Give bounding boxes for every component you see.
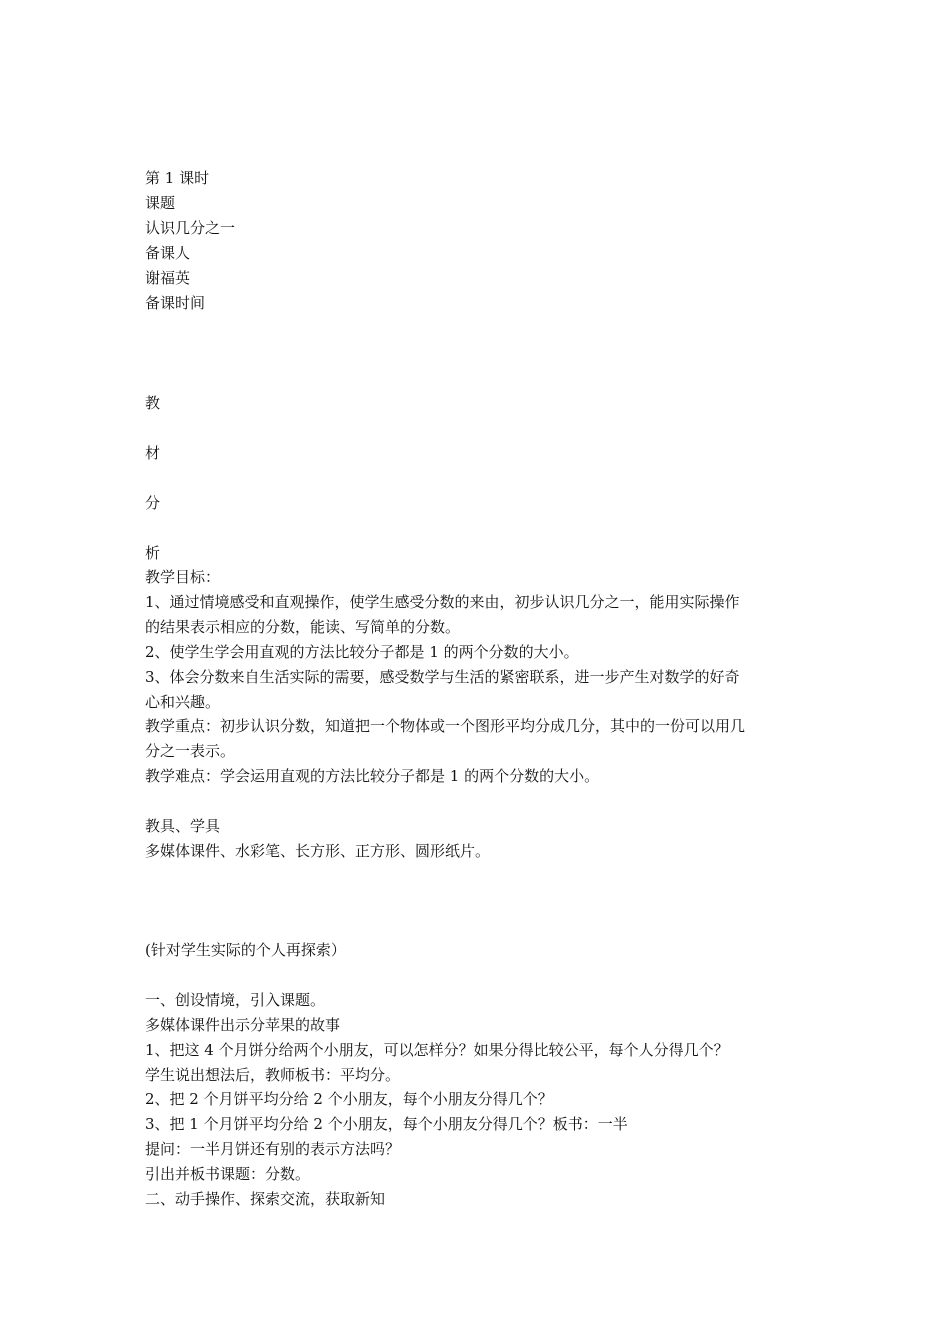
process-line: 二、动手操作、探索交流，获取新知: [145, 1190, 386, 1208]
analysis-char: 材: [145, 444, 161, 462]
process-line: 1、把这 4 个月饼分给两个小朋友，可以怎样分？如果分得比较公平，每个人分得几个？: [145, 1041, 729, 1059]
analysis-char: 教: [145, 394, 161, 412]
explore-note: (针对学生实际的个人再探索）: [145, 941, 346, 959]
analysis-char: 分: [145, 494, 161, 512]
goal-line: 2、使学生学会用直观的方法比较分子都是 1 的两个分数的大小。: [145, 643, 579, 661]
process-line: 多媒体课件出示分苹果的故事: [145, 1016, 341, 1034]
process-line: 3、把 1 个月饼平均分给 2 个小朋友，每个小朋友分得几个？板书：一半: [145, 1115, 628, 1133]
tools-items: 多媒体课件、水彩笔、长方形、正方形、圆形纸片。: [145, 842, 491, 860]
preparer-label: 备课人: [145, 244, 191, 262]
topic-label: 课题: [145, 194, 176, 212]
process-line: 提问：一半月饼还有别的表示方法吗？: [145, 1140, 401, 1158]
goal-line: 的结果表示相应的分数，能读、写简单的分数。: [145, 618, 461, 636]
topic-value: 认识几分之一: [145, 219, 236, 237]
process-line: 2、把 2 个月饼平均分给 2 个小朋友，每个小朋友分得几个？: [145, 1090, 553, 1108]
goals-heading: 教学目标：: [145, 568, 221, 586]
goal-line: 心和兴趣。: [145, 693, 221, 711]
preparer-value: 谢福英: [145, 269, 191, 287]
lesson-number: 第 1 课时: [145, 169, 210, 187]
process-line: 学生说出想法后，教师板书：平均分。: [145, 1066, 401, 1084]
process-line: 一、创设情境，引入课题。: [145, 991, 326, 1009]
tools-heading: 教具、学具: [145, 817, 221, 835]
key-point-line: 教学重点：初步认识分数，知道把一个物体或一个图形平均分成几分，其中的一份可以用几: [145, 717, 746, 735]
prep-time-label: 备课时间: [145, 294, 206, 312]
key-point-line: 分之一表示。: [145, 742, 236, 760]
difficulty-line: 教学难点：学会运用直观的方法比较分子都是 1 的两个分数的大小。: [145, 767, 600, 785]
process-line: 引出并板书课题：分数。: [145, 1165, 311, 1183]
analysis-char: 析: [145, 544, 161, 562]
goal-line: 1、通过情境感受和直观操作，使学生感受分数的来由，初步认识几分之一，能用实际操作: [145, 593, 740, 611]
goal-line: 3、体会分数来自生活实际的需要，感受数学与生活的紧密联系，进一步产生对数学的好奇: [145, 668, 740, 686]
